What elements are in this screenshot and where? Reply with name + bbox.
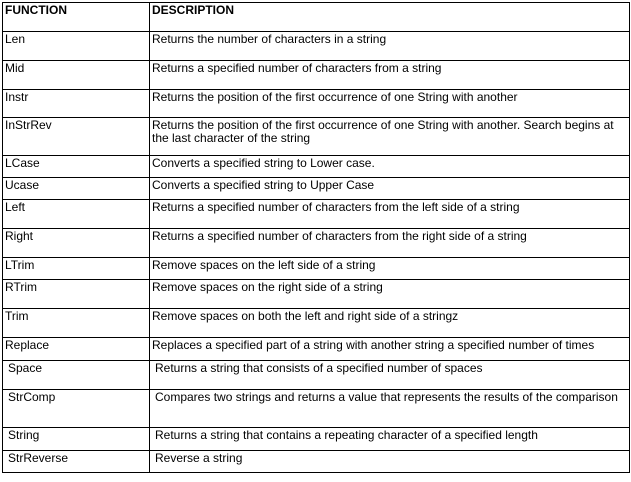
function-name: LTrim	[3, 258, 150, 280]
function-name: InStrRev	[3, 118, 150, 156]
function-description: Compares two strings and returns a value that represents the results of the comparison	[150, 390, 630, 428]
function-name: Ucase	[3, 178, 150, 200]
function-name: StrComp	[3, 390, 150, 428]
function-description: Returns a string that consists of a specified number of spaces	[150, 361, 630, 390]
function-name: Instr	[3, 90, 150, 118]
table-row	[3, 90, 630, 118]
function-name: Replace	[3, 338, 150, 361]
function-name: StrReverse	[3, 451, 150, 473]
function-description: Returns a specified number of characters from the left side of a string	[150, 200, 630, 229]
table-row	[3, 428, 630, 451]
function-description: Reverse a string	[150, 451, 630, 473]
function-name: Space	[3, 361, 150, 390]
table-row	[3, 118, 630, 156]
table-row	[3, 32, 630, 61]
table-row	[3, 178, 630, 200]
description-column-header: DESCRIPTION	[150, 3, 630, 32]
header-row	[3, 3, 630, 32]
function-description: Returns the position of the first occurrence of one String with another	[150, 90, 630, 118]
table-row	[3, 200, 630, 229]
function-description: Remove spaces on the left side of a string	[150, 258, 630, 280]
function-name: Mid	[3, 61, 150, 90]
function-description: Returns the number of characters in a string	[150, 32, 630, 61]
function-column-header: FUNCTION	[3, 3, 150, 32]
table-row	[3, 258, 630, 280]
table-row	[3, 229, 630, 258]
function-name: String	[3, 428, 150, 451]
table-row	[3, 156, 630, 178]
function-name: Len	[3, 32, 150, 61]
function-name: LCase	[3, 156, 150, 178]
function-description: Returns a specified number of characters from a string	[150, 61, 630, 90]
function-description: Converts a specified string to Lower case.	[150, 156, 630, 178]
table-row	[3, 309, 630, 338]
function-description: Returns a specified number of characters from the right side of a string	[150, 229, 630, 258]
function-name: Trim	[3, 309, 150, 338]
table-row	[3, 390, 630, 428]
string-functions-table	[2, 2, 630, 473]
table-row	[3, 280, 630, 309]
function-name: Left	[3, 200, 150, 229]
function-description: Replaces a specified part of a string with another string a specified number of times	[150, 338, 630, 361]
table-row	[3, 338, 630, 361]
function-description: Remove spaces on the right side of a string	[150, 280, 630, 309]
function-name: Right	[3, 229, 150, 258]
table-row	[3, 61, 630, 90]
function-description: Returns the position of the first occurrence of one String with another. Search begins at the last character of the string	[150, 118, 630, 156]
table-row	[3, 451, 630, 473]
table-row	[3, 361, 630, 390]
function-description: Remove spaces on both the left and right side of a stringz	[150, 309, 630, 338]
function-description: Converts a specified string to Upper Case	[150, 178, 630, 200]
function-name: RTrim	[3, 280, 150, 309]
function-description: Returns a string that contains a repeating character of a specified length	[150, 428, 630, 451]
